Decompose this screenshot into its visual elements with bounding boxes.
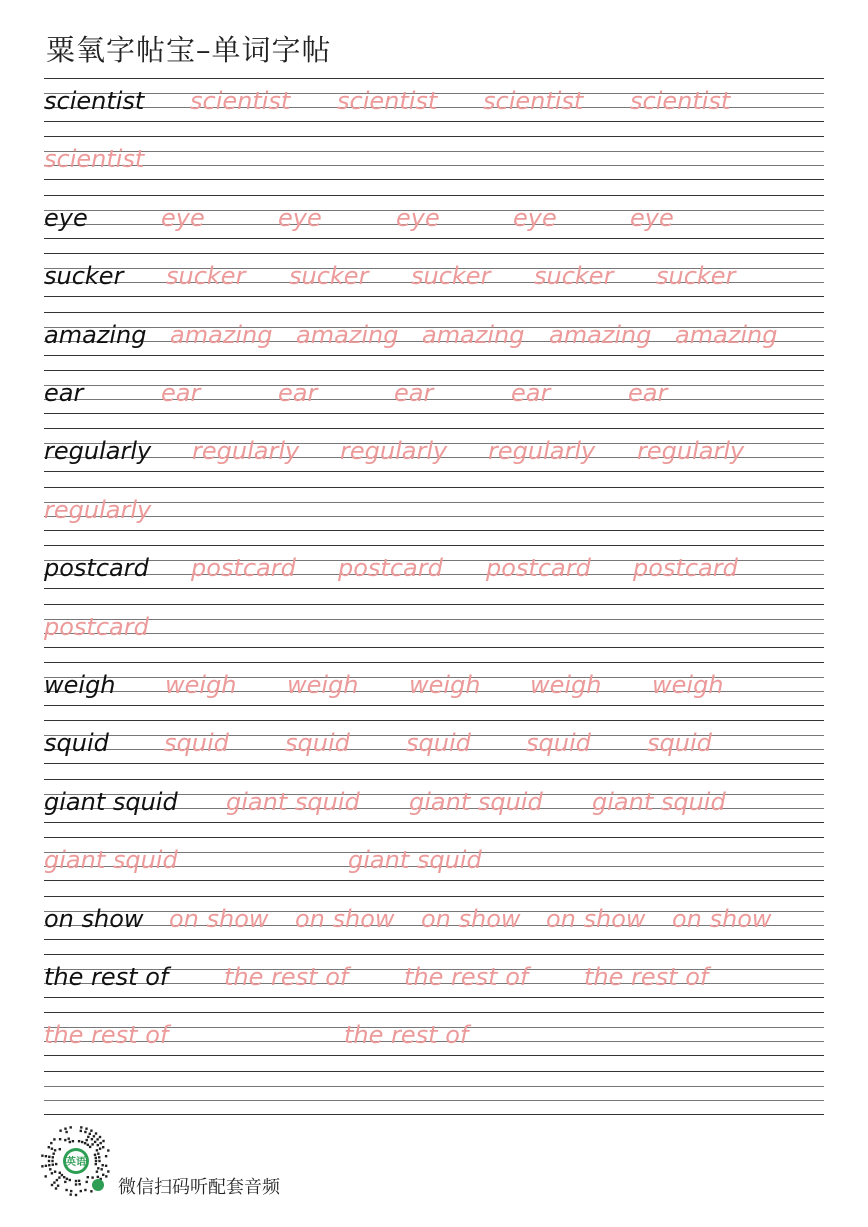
speaker-badge-icon <box>92 1179 104 1191</box>
writing-row <box>44 954 824 998</box>
trace-word: sucker <box>289 262 369 291</box>
trace-word: postcard <box>486 554 591 583</box>
trace-word: sucker <box>656 262 736 291</box>
reference-word: giant squid <box>44 787 178 816</box>
guide-line <box>44 1055 824 1056</box>
guide-line <box>44 880 824 881</box>
reference-word: sucker <box>44 262 124 291</box>
trace-word: the rest of <box>584 963 709 991</box>
guide-line <box>44 954 824 955</box>
trace-word: on show <box>546 904 646 933</box>
reference-word: squid <box>44 729 109 758</box>
trace-word: postcard <box>44 612 149 641</box>
trace-word: ear <box>628 379 668 407</box>
guide-line <box>44 1012 824 1013</box>
trace-word: amazing <box>170 320 273 349</box>
trace-word: postcard <box>191 554 296 583</box>
guide-line <box>44 720 824 721</box>
trace-word: giant squid <box>592 787 726 816</box>
guide-line <box>44 837 824 838</box>
trace-word: squid <box>647 729 712 758</box>
guide-line <box>44 487 824 488</box>
guide-line <box>44 530 824 531</box>
trace-word: postcard <box>338 554 443 583</box>
guide-line <box>44 779 824 780</box>
trace-word: weigh <box>165 671 237 699</box>
reference-word: regularly <box>44 437 152 466</box>
guide-line <box>44 619 824 620</box>
trace-word: on show <box>295 904 395 933</box>
trace-word: squid <box>164 729 229 758</box>
writing-row <box>44 662 824 706</box>
guide-line <box>44 1114 824 1115</box>
trace-word: on show <box>421 904 521 933</box>
trace-word: sucker <box>534 262 614 291</box>
guide-line <box>44 312 824 313</box>
guide-line <box>44 1086 824 1087</box>
writing-row <box>44 779 824 823</box>
trace-word: regularly <box>340 437 448 466</box>
trace-word: sucker <box>411 262 491 291</box>
guide-line <box>44 195 824 196</box>
writing-row <box>44 195 824 239</box>
guide-line <box>44 355 824 356</box>
trace-word: ear <box>278 379 318 407</box>
guide-line <box>44 662 824 663</box>
guide-line <box>44 939 824 940</box>
writing-row <box>44 604 824 648</box>
trace-word: regularly <box>488 437 596 466</box>
guide-line <box>44 165 824 166</box>
guide-line <box>44 705 824 706</box>
guide-line <box>44 238 824 239</box>
guide-line <box>44 516 824 517</box>
writing-row <box>44 545 824 589</box>
writing-row <box>44 312 824 356</box>
reference-word: on show <box>44 904 144 933</box>
reference-word: scientist <box>44 87 145 115</box>
guide-line <box>44 136 824 137</box>
guide-line <box>44 428 824 429</box>
trace-word: sucker <box>166 262 246 291</box>
trace-word: giant squid <box>44 846 178 875</box>
trace-word: giant squid <box>226 787 360 816</box>
reference-word: eye <box>44 203 88 232</box>
trace-word: ear <box>511 379 551 407</box>
trace-word: scientist <box>630 87 731 115</box>
reference-word: weigh <box>44 671 116 699</box>
guide-line <box>44 997 824 998</box>
writing-row <box>44 253 824 297</box>
trace-word: the rest of <box>404 963 529 991</box>
trace-word: amazing <box>296 320 399 349</box>
reference-word: amazing <box>44 320 147 349</box>
trace-word: regularly <box>637 437 745 466</box>
trace-word: squid <box>285 729 350 758</box>
writing-row <box>44 78 824 122</box>
footer <box>40 1125 340 1200</box>
trace-word: weigh <box>409 671 481 699</box>
trace-word: on show <box>672 904 772 933</box>
trace-word: ear <box>161 379 201 407</box>
writing-row <box>44 428 824 472</box>
trace-word: eye <box>513 203 557 232</box>
trace-word: weigh <box>652 671 724 699</box>
trace-word: postcard <box>633 554 738 583</box>
reference-word: ear <box>44 379 84 407</box>
trace-word: eye <box>630 203 674 232</box>
trace-word: eye <box>396 203 440 232</box>
trace-word: giant squid <box>348 846 482 875</box>
guide-line <box>44 151 824 152</box>
trace-word: ear <box>394 379 434 407</box>
trace-word: regularly <box>44 495 152 524</box>
writing-row <box>44 1012 824 1056</box>
guide-line <box>44 1100 824 1101</box>
trace-word: on show <box>169 904 269 933</box>
guide-line <box>44 121 824 122</box>
guide-line <box>44 370 824 371</box>
footer-caption: 微信扫码听配套音频 <box>118 1177 280 1198</box>
writing-row <box>44 487 824 531</box>
trace-word: eye <box>161 203 205 232</box>
trace-word: giant squid <box>409 787 543 816</box>
trace-word: amazing <box>422 320 525 349</box>
trace-word: weigh <box>530 671 602 699</box>
reference-word: the rest of <box>44 963 169 991</box>
guide-line <box>44 296 824 297</box>
writing-row <box>44 720 824 764</box>
trace-word: regularly <box>192 437 300 466</box>
guide-line <box>44 588 824 589</box>
trace-word: scientist <box>190 87 291 115</box>
guide-line <box>44 647 824 648</box>
trace-word: the rest of <box>344 1021 469 1050</box>
guide-line <box>44 896 824 897</box>
guide-line <box>44 179 824 180</box>
trace-word: scientist <box>483 87 584 115</box>
trace-word: amazing <box>549 320 652 349</box>
trace-word: weigh <box>287 671 359 699</box>
writing-row <box>44 136 824 180</box>
page-title: 粟氧字帖宝–单词字帖 <box>46 33 332 67</box>
guide-line <box>44 763 824 764</box>
reference-word: postcard <box>44 554 149 583</box>
practice-sheet <box>44 78 824 1114</box>
qr-code-icon[interactable] <box>40 1125 112 1197</box>
guide-line <box>44 413 824 414</box>
trace-word: eye <box>278 203 322 232</box>
trace-word: the rest of <box>44 1021 169 1050</box>
guide-line <box>44 545 824 546</box>
guide-line <box>44 78 824 79</box>
trace-word: the rest of <box>224 963 349 991</box>
writing-row <box>44 370 824 414</box>
guide-line <box>44 1071 824 1072</box>
guide-line <box>44 471 824 472</box>
guide-line <box>44 502 824 503</box>
trace-word: squid <box>526 729 591 758</box>
guide-line <box>44 604 824 605</box>
guide-line <box>44 633 824 634</box>
writing-row <box>44 837 824 881</box>
trace-word: amazing <box>675 320 778 349</box>
writing-row <box>44 896 824 940</box>
guide-line <box>44 822 824 823</box>
trace-word: squid <box>406 729 471 758</box>
guide-line <box>44 253 824 254</box>
trace-word: scientist <box>44 145 145 174</box>
writing-row <box>44 1071 824 1115</box>
qr-badge-label: 英语 <box>66 1157 86 1168</box>
trace-word: scientist <box>337 87 438 115</box>
